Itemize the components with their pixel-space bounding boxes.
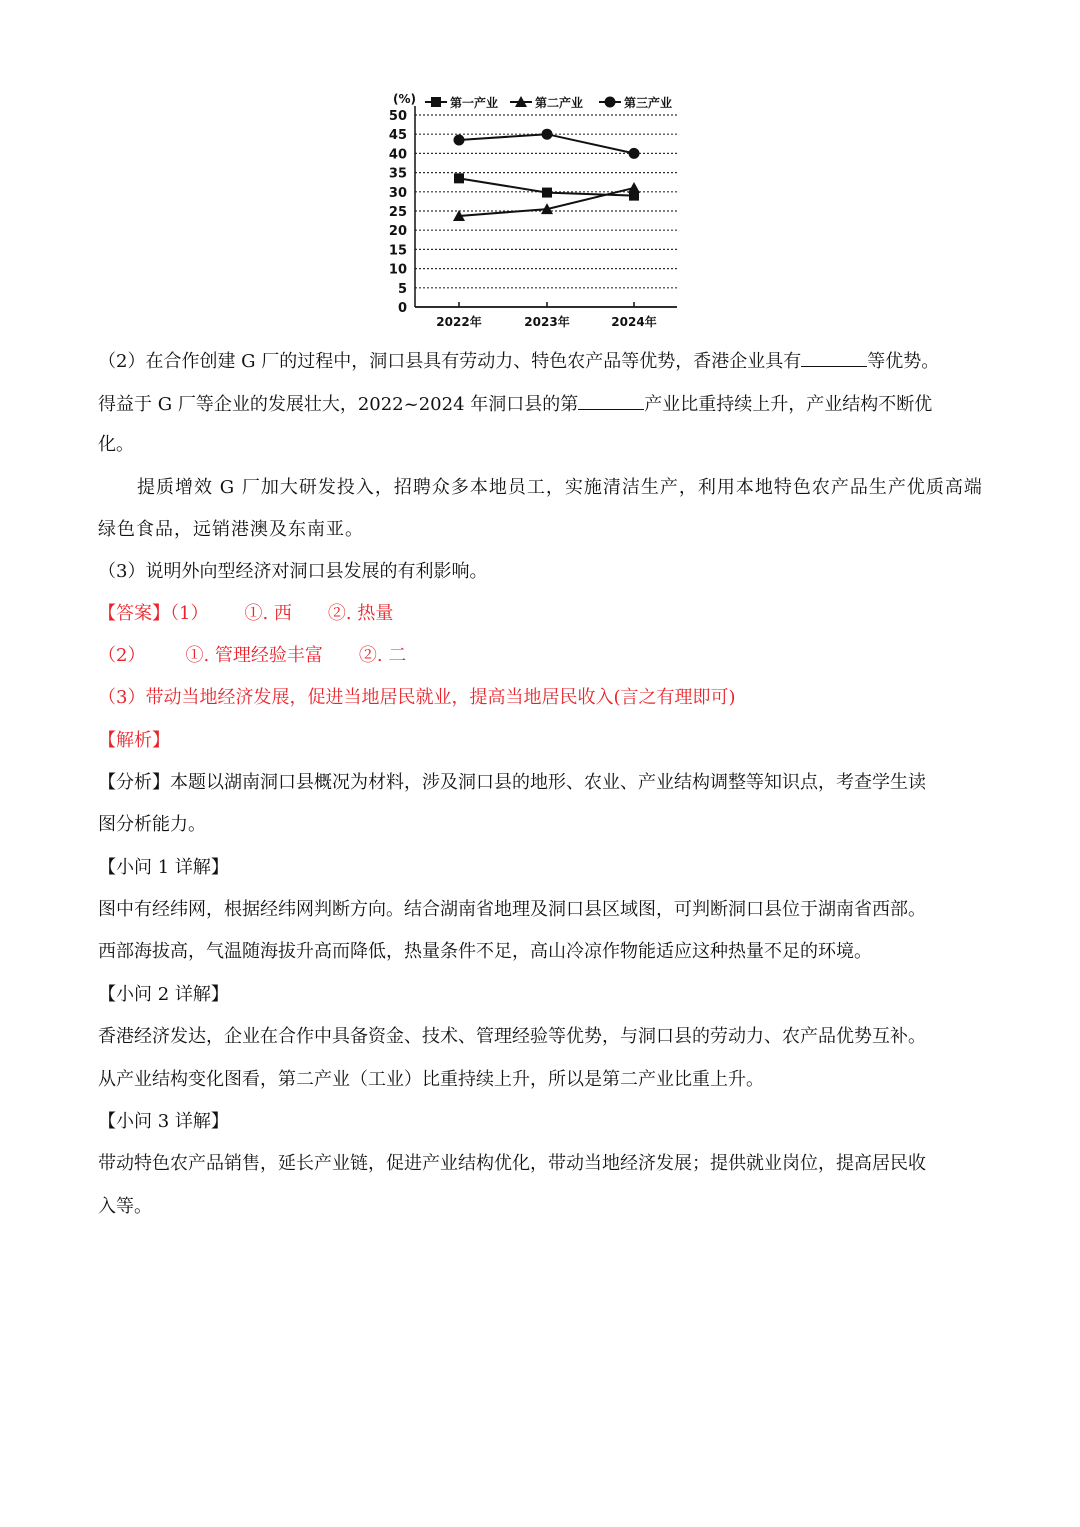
- answer-line-2: （2） ①. 管理经验丰富 ②. 二: [98, 645, 407, 666]
- x-tick-labels: [436, 314, 656, 329]
- data-point: [629, 148, 640, 159]
- legend-label: 第一产业: [450, 96, 499, 110]
- legend-marker: [605, 97, 616, 108]
- subquestion-1-line-1: 图中有经纬网，根据经纬网判断方向。结合湖南省地理及洞口县区域图，可判断洞口县位于湖南省西部。: [98, 899, 926, 920]
- analysis-label: 【解析】: [98, 730, 170, 751]
- x-tick-label: 2023年: [524, 315, 570, 329]
- analysis-summary-1: 【分析】本题以湖南洞口县概况为材料，涉及洞口县的地形、农业、产业结构调整等知识点，考查学生读: [98, 772, 926, 793]
- y-tick-label: 45: [388, 128, 407, 144]
- data-point: [628, 182, 640, 193]
- subquestion-3-title: 【小问 3 详解】: [98, 1111, 229, 1132]
- y-tick-label: 35: [388, 166, 407, 182]
- y-tick-label: 20: [388, 224, 407, 240]
- y-tick-label: 10: [388, 262, 407, 278]
- y-tick-label: 15: [388, 243, 407, 259]
- y-tick-label: 50: [388, 109, 407, 124]
- y-axis-unit: (%): [393, 92, 416, 106]
- y-tick-label: 40: [388, 147, 407, 163]
- y-tick-labels: [389, 92, 416, 316]
- x-tick-label: 2022年: [436, 315, 482, 329]
- industry-structure-chart: [385, 86, 695, 336]
- material-line-1: 提质增效 G 厂加大研发投入，招聘众多本地员工，实施清洁生产，利用本地特色农产品生产优质高端: [137, 477, 983, 498]
- analysis-summary-2: 图分析能力。: [98, 814, 206, 835]
- data-point: [454, 134, 465, 145]
- question-3: （3）说明外向型经济对洞口县发展的有利影响。: [98, 561, 488, 582]
- legend-label: 第二产业: [535, 96, 584, 110]
- data-point: [542, 129, 553, 140]
- answer-line-3: （3）带动当地经济发展，促进当地居民就业，提高当地居民收入(言之有理即可): [98, 687, 736, 708]
- legend: [425, 95, 672, 110]
- subquestion-2-line-2: 从产业结构变化图看，第二产业（工业）比重持续上升，所以是第二产业比重上升。: [98, 1069, 764, 1090]
- subquestion-1-line-2: 西部海拔高，气温随海拔升高而降低，热量条件不足，高山冷凉作物能适应这种热量不足的环境。: [98, 941, 872, 962]
- y-tick-label: 0: [397, 301, 407, 316]
- legend-label: 第三产业: [624, 96, 673, 110]
- legend-marker: [431, 97, 441, 107]
- subquestion-2-title: 【小问 2 详解】: [98, 984, 229, 1005]
- subquestion-3-line-1: 带动特色农产品销售，延长产业链，促进产业结构优化，带动当地经济发展；提供就业岗位，提高居民收: [98, 1153, 926, 1174]
- series-lines: [453, 129, 640, 221]
- subquestion-2-line-1: 香港经济发达，企业在合作中具备资金、技术、管理经验等优势，与洞口县的劳动力、农产品优势互补。: [98, 1026, 926, 1047]
- data-point: [542, 188, 552, 198]
- data-point: [454, 173, 464, 183]
- y-tick-label: 30: [388, 185, 407, 201]
- y-tick-label: 25: [388, 205, 407, 220]
- subquestion-3-line-2: 入等。: [98, 1196, 152, 1217]
- y-tick-label: 5: [397, 281, 407, 297]
- x-tick-label: 2024年: [611, 315, 657, 329]
- subquestion-1-title: 【小问 1 详解】: [98, 857, 229, 878]
- question-2-line-2: 得益于 G 厂等企业的发展壮大，2022~2024 年洞口县的第 产业比重持续上升，产业结构不断优: [98, 394, 933, 415]
- answer-line-1: 【答案】（1） ①. 西 ②. 热量: [98, 603, 394, 624]
- answer-blank-1[interactable]: [801, 350, 867, 367]
- question-2-line-1: （2）在合作创建 G 厂的过程中，洞口县具有劳动力、特色农产品等优势，香港企业具有 等优势。: [98, 351, 940, 372]
- material-line-2: 绿色食品，远销港澳及东南亚。: [98, 519, 364, 540]
- answer-blank-2[interactable]: [578, 393, 644, 410]
- question-2-line-3: 化。: [98, 434, 134, 455]
